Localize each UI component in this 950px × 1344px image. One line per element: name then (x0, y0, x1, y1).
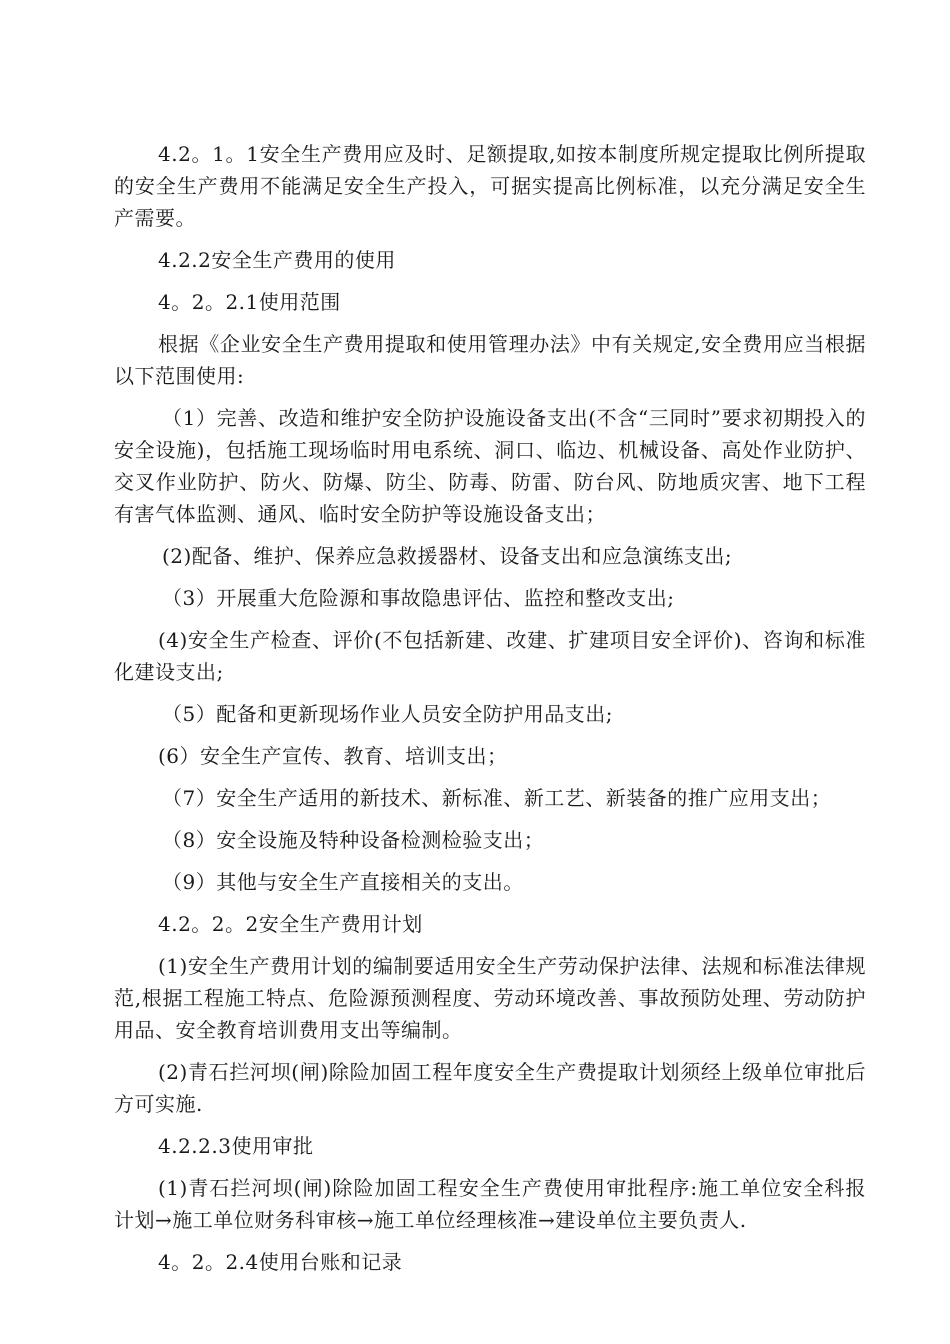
plan-item-2: (2)青石拦河坝(闸)除险加固工程年度安全生产费提取计划须经上级单位审批后方可实施. (114, 1060, 866, 1116)
heading-4-2-2-3: 4.2.2.3使用审批 (158, 1134, 314, 1158)
document-page (114, 138, 866, 1278)
heading-4-2-2: 4.2.2安全生产费用的使用 (158, 248, 396, 272)
list-item-5: （5）配备和更新现场作业人员安全防护用品支出; (162, 702, 613, 726)
list-item-7: （7）安全生产适用的新技术、新标准、新工艺、新装备的推广应用支出； (162, 786, 832, 810)
approval-item-1: (1)青石拦河坝(闸)除险加固工程安全生产费使用审批程序:施工单位安全科报计划→施工单位财务科审核→施工单位经理核准→建设单位主要负责人. (114, 1176, 866, 1232)
list-item-9: （9）其他与安全生产直接相关的支出。 (162, 870, 524, 894)
list-item-2: (2)配备、维护、保养应急救援器材、设备支出和应急演练支出; (162, 544, 733, 568)
list-item-3: （3）开展重大危险源和事故隐患评估、监控和整改支出; (162, 586, 675, 610)
list-item-8: （8）安全设施及特种设备检测检验支出； (162, 828, 545, 852)
list-item-4: (4)安全生产检查、评价(不包括新建、改建、扩建项目安全评价)、咨询和标准化建设支出; (114, 628, 866, 684)
plan-item-1: (1)安全生产费用计划的编制要适用安全生产劳动保护法律、法规和标准法律规范,根据工程施工特点、危险源预测程度、劳动环境改善、事故预防处理、劳动防护用品、安全教育培训费用支出等编制。 (114, 954, 866, 1042)
paragraph-4-2-1-1: 4.2。1。1安全生产费用应及时、足额提取,如按本制度所规定提取比例所提取的安全生产费用不能满足安全生产投入，可据实提高比例标准，以充分满足安全生产需要。 (114, 142, 866, 230)
list-item-1: （1）完善、改造和维护安全防护设施设备支出(不含“三同时”要求初期投入的安全设施)，包括施工现场临时用电系统、洞口、临边、机械设备、高处作业防护、交叉作业防护、防火、防爆、防尘、防毒、防雷、防台风、防地质灾害、地下工程有害气体监测、通风、临时安全防护等设施设备支出； (114, 406, 866, 526)
list-item-6: (6）安全生产宣传、教育、培训支出； (158, 744, 508, 768)
heading-4-2-2-2: 4.2。2。2安全生产费用计划 (158, 912, 423, 936)
paragraph-scope-intro: 根据《企业安全生产费用提取和使用管理办法》中有关规定,安全费用应当根据以下范围使用: (114, 332, 866, 388)
heading-4-2-2-1: 4。2。2.1使用范围 (158, 290, 341, 314)
heading-4-2-2-4: 4。2。2.4使用台账和记录 (158, 1250, 403, 1274)
